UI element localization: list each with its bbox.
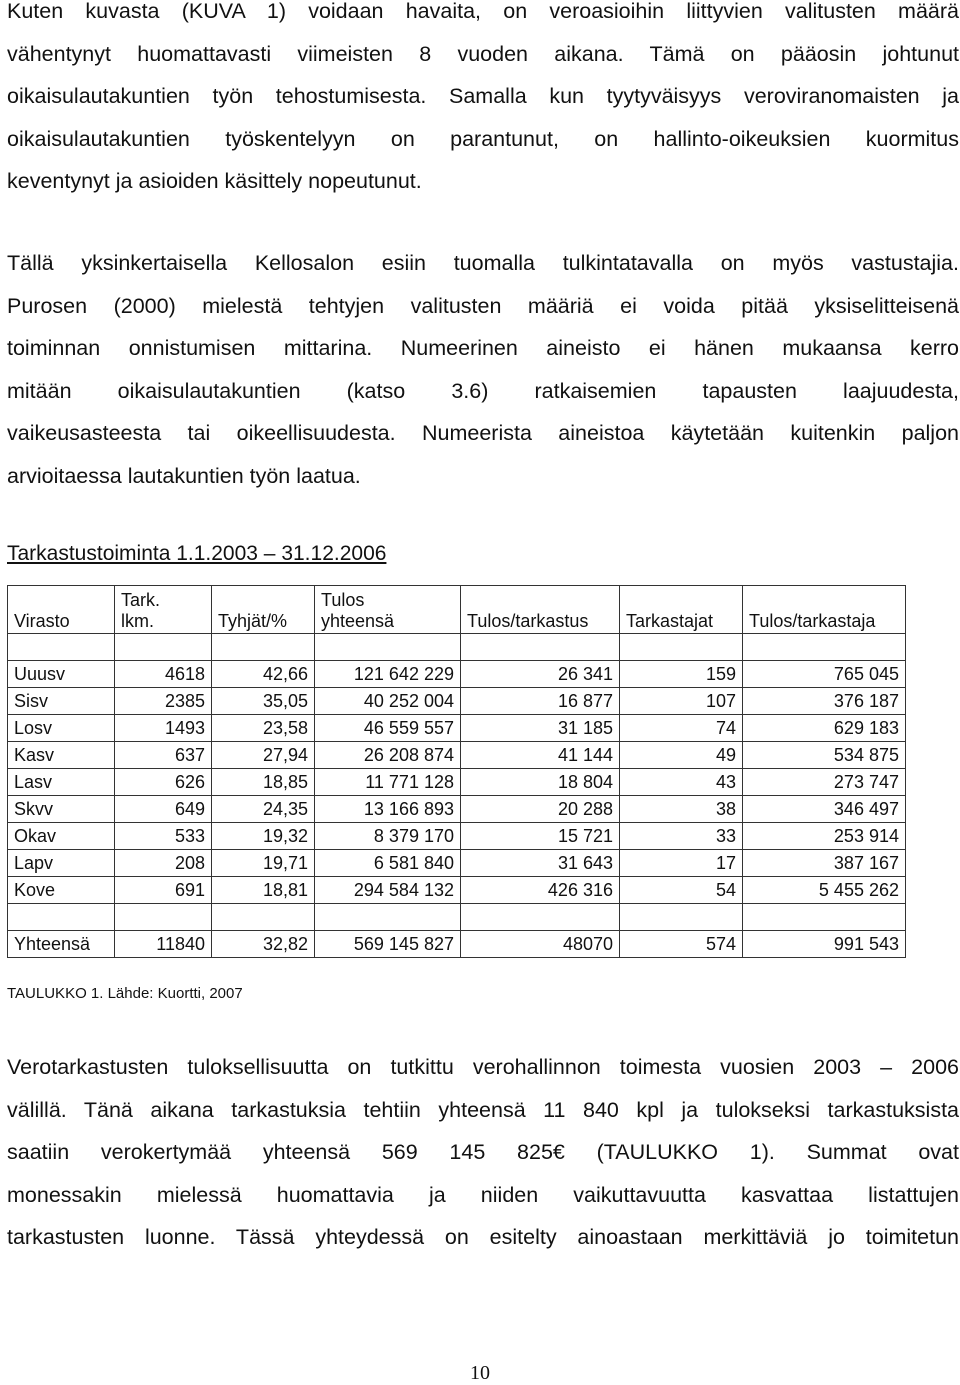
header-tulos-tarkastaja: Tulos/tarkastaja <box>743 586 906 634</box>
table-cell: 1493 <box>115 715 212 742</box>
table-cell: 43 <box>620 769 743 796</box>
table-cell: 41 144 <box>461 742 620 769</box>
table-cell: 294 584 132 <box>315 877 461 904</box>
table-cell: 2385 <box>115 688 212 715</box>
text-line: Tällä yksinkertaisella Kellosalon esiin tuomalla tulkintatavalla on myös vastustajia. <box>7 251 959 275</box>
text-line: tarkastusten luonne. Tässä yhteydessä on esitelty ainoastaan merkittäviä jo toimitetun <box>7 1225 959 1249</box>
table-cell: 159 <box>620 661 743 688</box>
table-cell: 107 <box>620 688 743 715</box>
table-cell: 26 341 <box>461 661 620 688</box>
text-line: Purosen (2000) mielestä tehtyjen valitusten määriä ei voida pitää yksiselitteisenä <box>7 293 959 318</box>
table-cell: 18,81 <box>212 877 315 904</box>
text-line: välillä. Tänä aikana tarkastuksia tehtiin yhteensä 11 840 kpl ja tulokseksi tarkastuksista <box>7 1097 959 1122</box>
text-line: oikaisulautakuntien työskentelyyn on parantunut, on hallinto-oikeuksien kuormitus <box>7 126 959 151</box>
header-tulos-yhteensa <box>315 586 461 634</box>
text-line: mitään oikaisulautakuntien (katso 3.6) ratkaisemien tapausten laajuudesta, <box>7 378 959 403</box>
table-cell: 17 <box>620 850 743 877</box>
header-tyhjat: Tyhjät/% <box>212 586 315 634</box>
paragraph-vastustajat <box>7 242 959 497</box>
header-tulos-tarkastus: Tulos/tarkastus <box>461 586 620 634</box>
table-cell: 691 <box>115 877 212 904</box>
table-cell: 534 875 <box>743 742 906 769</box>
virasto-cell: Sisv <box>8 688 115 715</box>
table-cell: 637 <box>115 742 212 769</box>
total-cell: 574 <box>620 931 743 958</box>
table-cell: 42,66 <box>212 661 315 688</box>
text-line: saatiin verokertymää yhteensä 569 145 825€ (TAULUKKO 1). Summat ovat <box>7 1140 959 1164</box>
table-cell: 253 914 <box>743 823 906 850</box>
virasto-cell: Kasv <box>8 742 115 769</box>
virasto-cell: Kove <box>8 877 115 904</box>
text-line: Verotarkastusten tuloksellisuutta on tutkittu verohallinnon toimesta vuosien 2003 – 2006 <box>7 1055 959 1079</box>
table-row <box>8 742 906 769</box>
text-line: arvioitaessa lautakuntien työn laatua. <box>7 463 361 488</box>
table-cell: 40 252 004 <box>315 688 461 715</box>
text-line: keventynyt ja asioiden käsittely nopeutunut. <box>7 169 422 193</box>
paragraph-verotarkastukset <box>7 1046 959 1259</box>
table-cell: 376 187 <box>743 688 906 715</box>
table-cell: 38 <box>620 796 743 823</box>
table-cell: 6 581 840 <box>315 850 461 877</box>
table-cell: 31 185 <box>461 715 620 742</box>
total-cell: 991 543 <box>743 931 906 958</box>
virasto-cell: Losv <box>8 715 115 742</box>
table-cell: 13 166 893 <box>315 796 461 823</box>
header-tark-lkm-text: Tark. lkm. <box>121 590 161 631</box>
header-tarkastajat: Tarkastajat <box>620 586 743 634</box>
table-cell: 18,85 <box>212 769 315 796</box>
table-cell: 26 208 874 <box>315 742 461 769</box>
table-cell: 629 183 <box>743 715 906 742</box>
total-cell: 32,82 <box>212 931 315 958</box>
header-virasto: Virasto <box>8 586 115 634</box>
table-cell: 426 316 <box>461 877 620 904</box>
table-caption: TAULUKKO 1. Lähde: Kuortti, 2007 <box>7 985 243 1002</box>
virasto-cell: Skvv <box>8 796 115 823</box>
table-row <box>8 823 906 850</box>
spacer-row <box>8 904 906 931</box>
table-cell: 15 721 <box>461 823 620 850</box>
table-body <box>8 634 906 904</box>
table-cell: 19,32 <box>212 823 315 850</box>
table-total-row <box>8 931 906 958</box>
table-row <box>8 877 906 904</box>
table-cell: 8 379 170 <box>315 823 461 850</box>
table-cell: 31 643 <box>461 850 620 877</box>
page-number: 10 <box>470 1362 490 1384</box>
total-cell: 569 145 827 <box>315 931 461 958</box>
table-cell: 23,58 <box>212 715 315 742</box>
text-line: monessakin mielessä huomattavia ja niiden vaikuttavuutta kasvattaa listattujen <box>7 1182 959 1207</box>
table-row <box>8 850 906 877</box>
total-cell: 48070 <box>461 931 620 958</box>
text-line: vaikeusasteesta tai oikeellisuudesta. Numeerista aineistoa käytetään kuitenkin paljon <box>7 421 959 445</box>
header-tark-lkm <box>115 586 212 634</box>
table-cell: 46 559 557 <box>315 715 461 742</box>
table-row <box>8 769 906 796</box>
table-cell: 33 <box>620 823 743 850</box>
virasto-cell: Lasv <box>8 769 115 796</box>
table-cell: 533 <box>115 823 212 850</box>
total-cell: 11840 <box>115 931 212 958</box>
table-cell: 765 045 <box>743 661 906 688</box>
table-cell: 4618 <box>115 661 212 688</box>
paragraph-valitukset <box>7 0 959 203</box>
table-cell: 18 804 <box>461 769 620 796</box>
table-cell: 387 167 <box>743 850 906 877</box>
table-cell: 49 <box>620 742 743 769</box>
table-cell: 649 <box>115 796 212 823</box>
table-cell: 346 497 <box>743 796 906 823</box>
table-cell: 27,94 <box>212 742 315 769</box>
text-line: oikaisulautakuntien työn tehostumisesta. Samalla kun tyytyväisyys veroviranomaisten ja <box>7 84 959 108</box>
table-cell: 16 877 <box>461 688 620 715</box>
total-label: Yhteensä <box>8 931 115 958</box>
table-cell: 19,71 <box>212 850 315 877</box>
table-cell: 54 <box>620 877 743 904</box>
table-cell: 24,35 <box>212 796 315 823</box>
table-header-row <box>8 586 906 634</box>
tarkastustoiminta-table <box>7 585 906 958</box>
table-row <box>8 688 906 715</box>
table-cell: 74 <box>620 715 743 742</box>
table-total-body <box>8 904 906 958</box>
table-row <box>8 661 906 688</box>
text-line: vähentynyt huomattavasti viimeisten 8 vuoden aikana. Tämä on pääosin johtunut <box>7 41 959 66</box>
header-tulos-yhteensa-text: Tulos yhteensä <box>321 590 395 631</box>
table-row <box>8 715 906 742</box>
text-line: toiminnan onnistumisen mittarina. Numeerinen aineisto ei hänen mukaansa kerro <box>7 336 959 360</box>
table-cell: 35,05 <box>212 688 315 715</box>
table-cell: 20 288 <box>461 796 620 823</box>
table-cell: 626 <box>115 769 212 796</box>
virasto-cell: Uuusv <box>8 661 115 688</box>
spacer-row <box>8 634 906 661</box>
table-cell: 121 642 229 <box>315 661 461 688</box>
virasto-cell: Lapv <box>8 850 115 877</box>
table-row <box>8 796 906 823</box>
table-cell: 273 747 <box>743 769 906 796</box>
virasto-cell: Okav <box>8 823 115 850</box>
table-cell: 11 771 128 <box>315 769 461 796</box>
table-cell: 5 455 262 <box>743 877 906 904</box>
table-cell: 208 <box>115 850 212 877</box>
text-line: Kuten kuvasta (KUVA 1) voidaan havaita, on veroasioihin liittyvien valitusten määrä <box>7 0 959 23</box>
table-title: Tarkastustoiminta 1.1.2003 – 31.12.2006 <box>7 542 387 565</box>
